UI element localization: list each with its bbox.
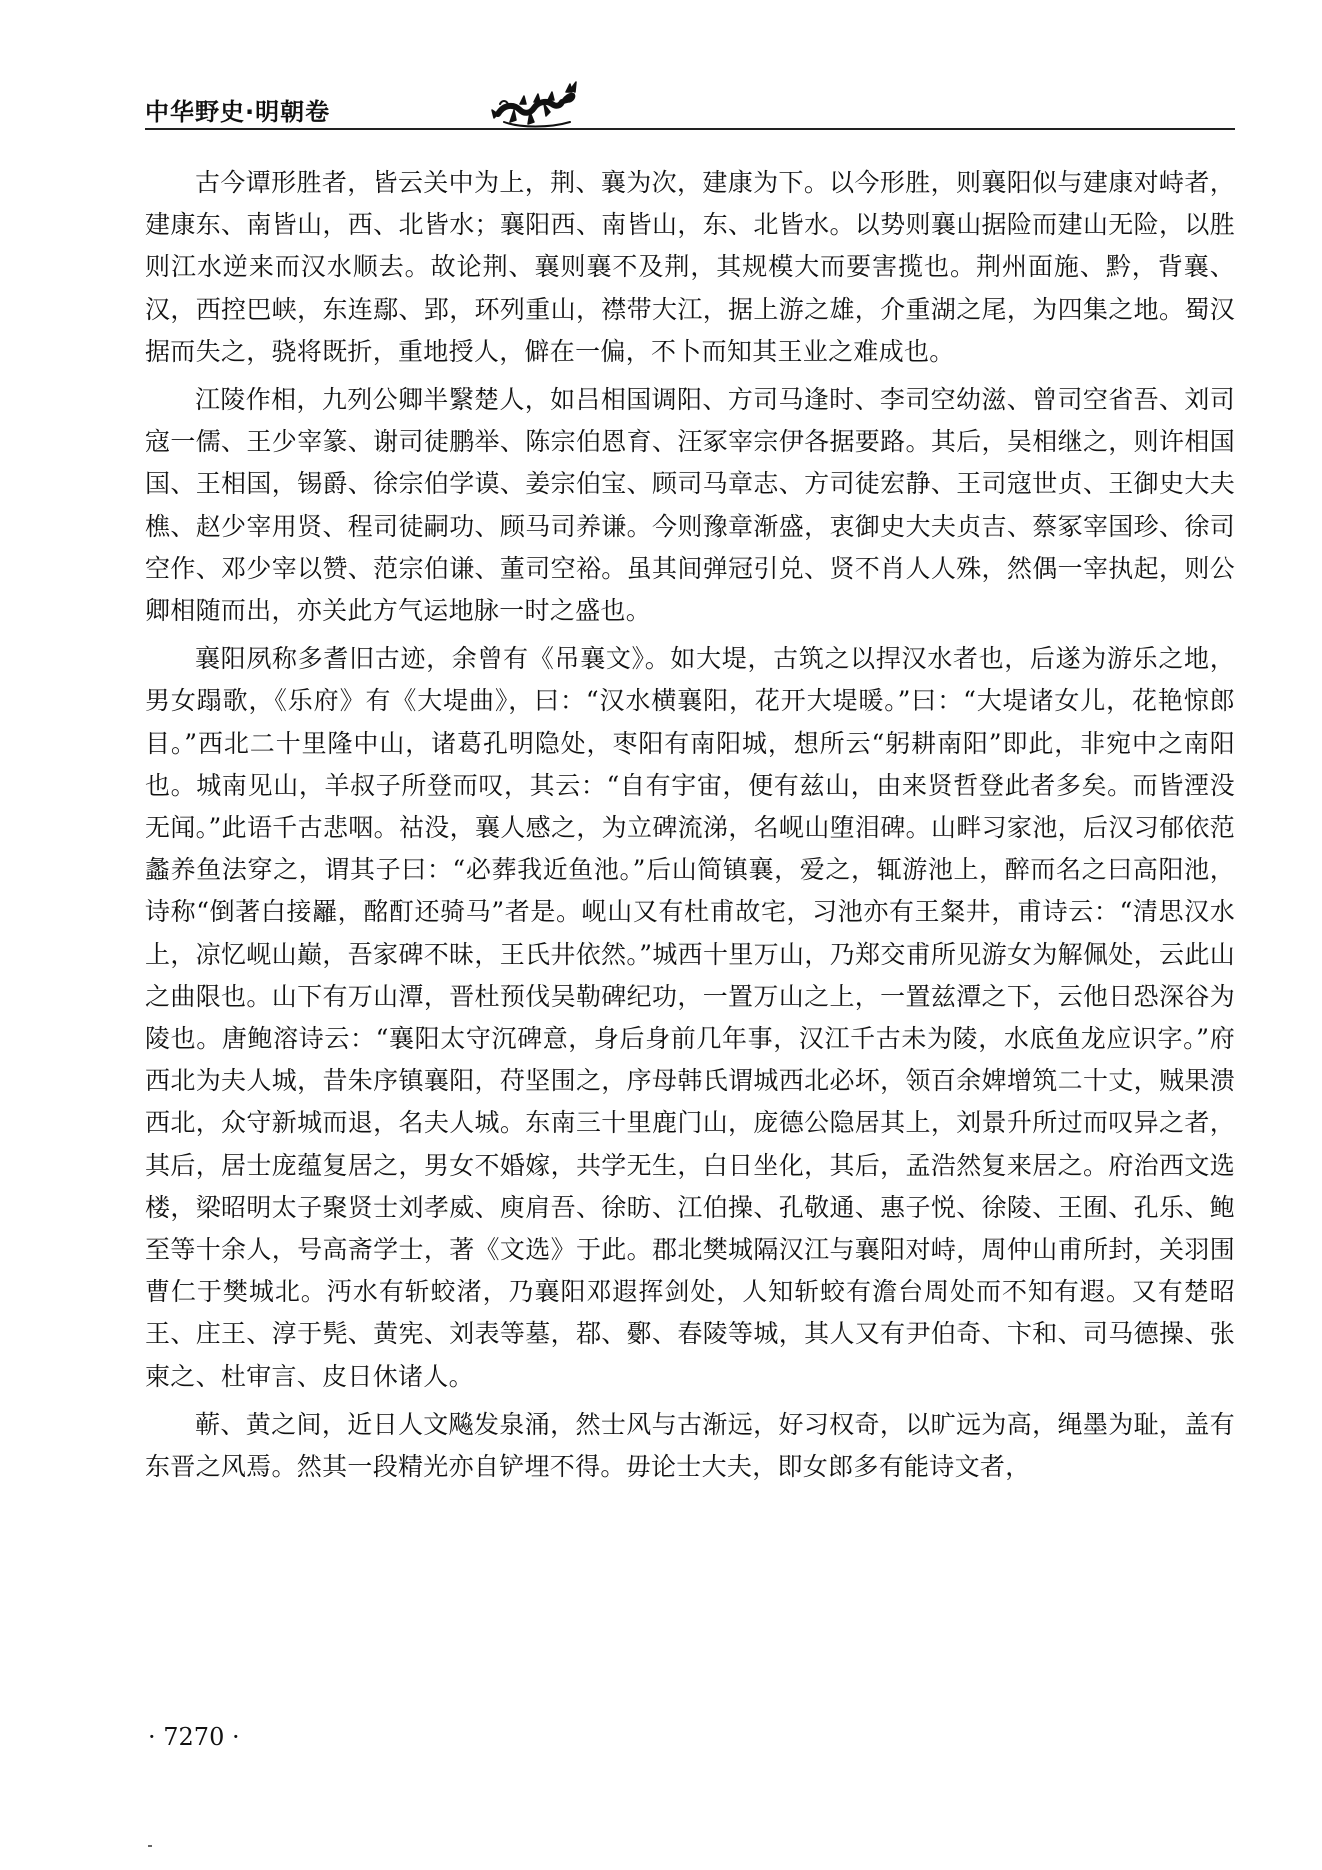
page-number: · 7270 · (148, 1723, 240, 1751)
paragraph: 古今谭形胜者，皆云关中为上，荆、襄为次，建康为下。以今形胜，则襄阳似与建康对峙者，建康东、南皆山，西、北皆水；襄阳西、南皆山，东、北皆水。以势则襄山据险而建山无险，以胜则江水逆来而汉水顺去。故论荆、襄则襄不及荆，其规模大而要害揽也。荆州面施、黔，背襄、汉，西控巴峡，东连鄢、郢，环列重山，襟带大江，据上游之雄，介重湖之尾，为四集之地。蜀汉据而失之，骁将既折，重地授人，僻在一偏，不卜而知其王业之难成也。 (145, 168, 1235, 366)
header-divider (145, 128, 1235, 130)
book-title: 中华野史·明朝卷 (145, 98, 331, 126)
paragraph: 襄阳夙称多耆旧古迹，余曾有《吊襄文》。如大堤，古筑之以捍汉水者也，后遂为游乐之地，男女蹋歌，《乐府》有《大堤曲》，曰：“汉水横襄阳，花开大堤暖。”曰：“大堤诸女儿，花艳惊郎目。”西北二十里隆中山，诸葛孔明隐处，枣阳有南阳城，想所云“躬耕南阳”即此，非宛中之南阳也。城南见山，羊叔子所登而叹，其云：“自有宇宙，便有兹山，由来贤哲登此者多矣。而皆湮没无闻。”此语千古悲咽。祜没，襄人感之，为立碑流涕，名岘山堕泪碑。山畔习家池，后汉习郁依范蠡养鱼法穿之，谓其子曰：“必葬我近鱼池。”后山简镇襄，爱之，辄游池上，醉而名之曰高阳池，诗称“倒著白接䍦，酩酊还骑马”者是。岘山又有杜甫故宅，习池亦有王粲井，甫诗云：“清思汉水上，凉忆岘山巅，吾家碑不昧，王氏井依然。”城西十里万山，乃郑交甫所见游女为解佩处，云此山之曲限也。山下有万山潭，晋杜预伐吴勒碑纪功，一置万山之上，一置兹潭之下，云他日恐深谷为陵也。唐鲍溶诗云：“襄阳太守沉碑意，身后身前几年事，汉江千古未为陵，水底鱼龙应识字。”府西北为夫人城，昔朱序镇襄阳，苻坚围之，序母韩氏谓城西北必坏，领百余婢增筑二十丈，贼果溃西北，众守新城而退，名夫人城。东南三十里鹿门山，庞德公隐居其上，刘景升所过而叹异之者，其后，居士庞蕴复居之，男女不婚嫁，共学无生，白日坐化，其后，孟浩然复来居之。府治西文选楼，梁昭明太子聚贤士刘孝威、庾肩吾、徐昉、江伯操、孔敬通、惠子悦、徐陵、王囿、孔乐、鲍至等十余人，号高斋学士，著《文选》于此。郡北樊城隔汉江与襄阳对峙，周仲山甫所封，关羽围曹仁于樊城北。沔水有斩蛟渚，乃襄阳邓遐挥剑处，人知斩蛟有澹台周处而不知有遐。又有楚昭王、庄王、淳于髡、黄宪、刘表等墓，鄀、鄾、春陵等城，其人又有尹伯奇、卞和、司马德操、张柬之、杜审言、皮日休诸人。 (145, 644, 1235, 1391)
body-text (145, 162, 1235, 1494)
scan-speck (148, 1845, 152, 1847)
paragraph: 江陵作相，九列公卿半繄楚人，如吕相国调阳、方司马逢时、李司空幼滋、曾司空省吾、刘司寇一儒、王少宰篆、谢司徒鹏举、陈宗伯恩育、汪冢宰宗伊各据要路。其后，吴相继之，则许相国国、王相国，锡爵、徐宗伯学谟、姜宗伯宝、顾司马章志、方司徒宏静、王司寇世贞、王御史大夫樵、赵少宰用贤、程司徒嗣功、顾马司养谦。今则豫章渐盛，衷御史大夫贞吉、蔡冢宰国珍、徐司空作、邓少宰以赞、范宗伯谦、董司空裕。虽其间弹冠引兑、贤不肖人人殊，然偶一宰执起，则公卿相随而出，亦关此方气运地脉一时之盛也。 (145, 385, 1235, 626)
page-header (145, 82, 1235, 130)
paragraph: 蕲、黄之间，近日人文飚发泉涌，然士风与古渐远，好习权奇，以旷远为高，绳墨为耻，盖有东晋之风焉。然其一段精光亦自铲埋不得。毋论士大夫，即女郎多有能诗文者， (145, 1409, 1235, 1482)
dragon-icon (490, 74, 580, 130)
